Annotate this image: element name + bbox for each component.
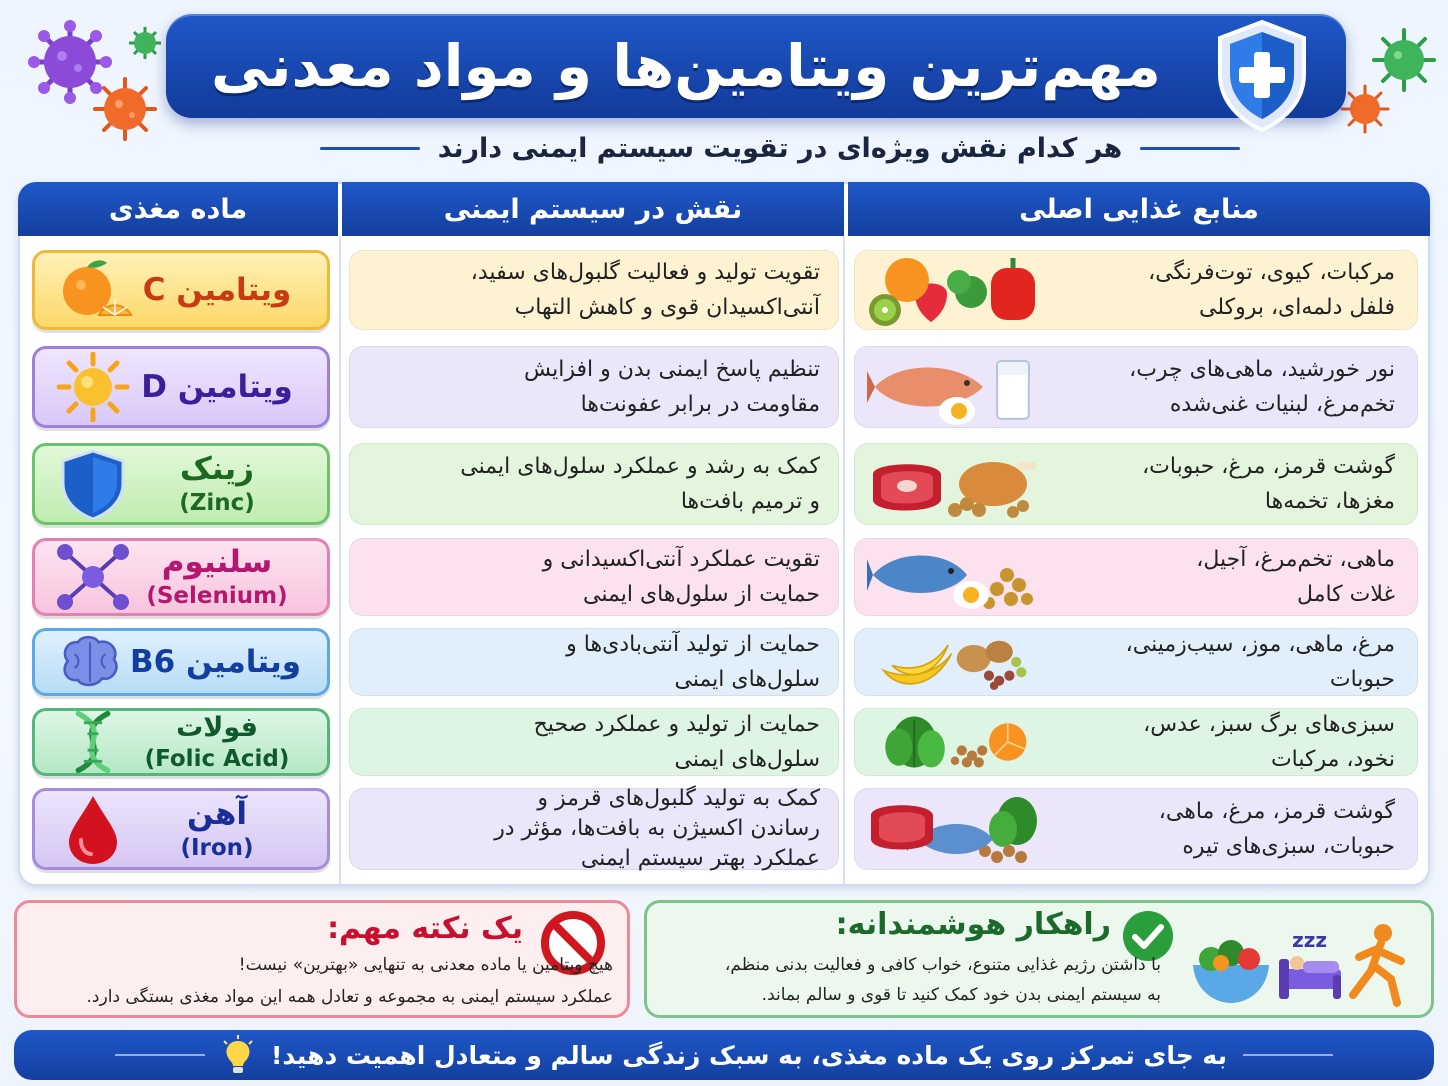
sources-zinc: گوشت قرمز، مرغ، حبوبات، مغزها، تخمه‌ها bbox=[854, 443, 1418, 525]
column-divider bbox=[339, 236, 341, 884]
column-divider bbox=[843, 236, 845, 884]
tip-line-1: با داشتن رژیم غذایی متنوع، خواب کافی و فعالیت بدنی منظم، bbox=[724, 955, 1161, 975]
nutrient-iron bbox=[32, 788, 330, 870]
nutrient-label: ویتامین C bbox=[142, 271, 292, 308]
fish-egg-grains-icon bbox=[867, 537, 1043, 617]
page-title: مهم‌ترین ویتامین‌ها و مواد معدنی bbox=[211, 32, 1161, 100]
nutrient-label: ویتامین D bbox=[141, 368, 293, 405]
subtitle-line-right bbox=[1140, 147, 1240, 150]
role-iron: کمک به تولید گلبول‌های قرمز و رساندن اکسیژن به بافت‌ها، مؤثر در عملکرد بهتر سیستم ایمنی bbox=[349, 788, 839, 870]
header-immune-role: نقش در سیستم ایمنی bbox=[342, 182, 844, 236]
nutrient-folate bbox=[32, 708, 330, 776]
nutrient-label: ویتامین B6 bbox=[130, 643, 301, 680]
sleep-bed-icon bbox=[1279, 956, 1341, 999]
nutrient-label: فولات (Folic Acid) bbox=[144, 711, 290, 772]
sources-vitamin-c: مرکبات، کیوی، توت‌فرنگی، فلفل دلمه‌ای، بروکلی bbox=[854, 250, 1418, 330]
footer-line-left bbox=[115, 1054, 205, 1056]
blood-drop-icon bbox=[53, 794, 133, 864]
healthy-lifestyle-icon bbox=[1187, 919, 1417, 1009]
sources-vitamin-b6: مرغ، ماهی، موز، سیب‌زمینی، حبوبات bbox=[854, 628, 1418, 696]
nutrient-label: سلنیوم (Selenium) bbox=[146, 544, 288, 609]
subtitle-line-left bbox=[320, 147, 420, 150]
role-zinc: کمک به رشد و عملکرد سلول‌های ایمنی و ترمیم بافت‌ها bbox=[349, 443, 839, 525]
meat-fish-greens-icon bbox=[867, 789, 1043, 869]
sources-vitamin-d: نور خورشید، ماهی‌های چرب، تخم‌مرغ، لبنیات غنی‌شده bbox=[854, 346, 1418, 428]
orange-icon bbox=[53, 255, 133, 325]
shield-icon bbox=[53, 449, 133, 519]
shield-plus-icon bbox=[1214, 18, 1310, 134]
role-selenium: تقویت عملکرد آنتی‌اکسیدانی و حمایت از سلول‌های ایمنی bbox=[349, 538, 839, 616]
nutrient-label: آهن (Iron) bbox=[180, 796, 254, 861]
header-nutrient: ماده مغذی bbox=[18, 182, 338, 236]
fruits-vegetables-icon bbox=[867, 250, 1043, 330]
role-vitamin-b6: حمایت از تولید آنتی‌بادی‌ها و سلول‌های ایمنی bbox=[349, 628, 839, 696]
virus-green-icon bbox=[1372, 28, 1436, 92]
role-vitamin-c: تقویت تولید و فعالیت گلبول‌های سفید، آنتی‌اکسیدان قوی و کاهش التهاب bbox=[349, 250, 839, 330]
role-folate: حمایت از تولید و عملکرد صحیح سلول‌های ایمنی bbox=[349, 708, 839, 776]
nutrient-selenium bbox=[32, 538, 330, 616]
role-vitamin-d: تنظیم پاسخ ایمنی بدن و افزایش مقاومت در برابر عفونت‌ها bbox=[349, 346, 839, 428]
note-title: یک نکته مهم: bbox=[327, 911, 523, 946]
footer-banner bbox=[14, 1030, 1434, 1080]
brain-icon bbox=[50, 632, 130, 692]
smart-tip-box bbox=[644, 900, 1434, 1018]
virus-orange-right-icon bbox=[1340, 84, 1390, 134]
important-note-box bbox=[14, 900, 630, 1018]
salad-bowl-icon bbox=[1193, 940, 1269, 1003]
footer-line-right bbox=[1243, 1054, 1333, 1056]
nutrient-vitamin-b6 bbox=[32, 628, 330, 696]
sources-selenium: ماهی، تخم‌مرغ، آجیل، غلات کامل bbox=[854, 538, 1418, 616]
dna-icon bbox=[53, 710, 133, 774]
note-line-2: عملکرد سیستم ایمنی به مجموعه و تعادل همه این مواد مغذی بستگی دارد. bbox=[86, 987, 613, 1007]
nutrient-label: زینک (Zinc) bbox=[179, 451, 255, 516]
meat-chicken-nuts-icon bbox=[867, 444, 1043, 524]
note-line-1: هیچ ویتامین یا ماده معدنی به تنهایی «بهترین» نیست! bbox=[238, 955, 613, 975]
footer-text: به جای تمرکز روی یک ماده مغذی، به سبک زندگی سالم و متعادل اهمیت دهید! bbox=[271, 1040, 1227, 1070]
virus-orange-icon bbox=[92, 76, 158, 142]
tip-title: راهکار هوشمندانه: bbox=[835, 907, 1111, 942]
nutrient-zinc bbox=[32, 443, 330, 525]
page-subtitle: هر کدام نقش ویژه‌ای در تقویت سیستم ایمنی دارند bbox=[437, 132, 1123, 164]
greens-lentils-orange-icon bbox=[867, 708, 1043, 776]
sources-folate: سبزی‌های برگ سبز، عدس، نخود، مرکبات bbox=[854, 708, 1418, 776]
molecule-icon bbox=[53, 542, 133, 612]
header-food-sources: منابع غذایی اصلی bbox=[848, 182, 1430, 236]
tip-line-2: به سیستم ایمنی بدن خود کمک کنید تا قوی و سالم بماند. bbox=[761, 985, 1161, 1005]
nutrient-vitamin-c bbox=[32, 250, 330, 330]
nutrient-vitamin-d bbox=[32, 346, 330, 428]
running-person-icon bbox=[1353, 924, 1401, 1003]
subtitle-row bbox=[300, 126, 1260, 170]
virus-green-small-icon bbox=[128, 26, 162, 60]
sun-icon bbox=[53, 352, 133, 422]
sources-iron: گوشت قرمز، مرغ، ماهی، حبوبات، سبزی‌های تیره bbox=[854, 788, 1418, 870]
lightbulb-icon bbox=[221, 1035, 255, 1075]
banana-potato-beans-icon bbox=[867, 628, 1043, 696]
zzz-text: zzz bbox=[1292, 928, 1327, 952]
fish-egg-milk-icon bbox=[867, 347, 1043, 427]
title-banner bbox=[166, 14, 1346, 118]
